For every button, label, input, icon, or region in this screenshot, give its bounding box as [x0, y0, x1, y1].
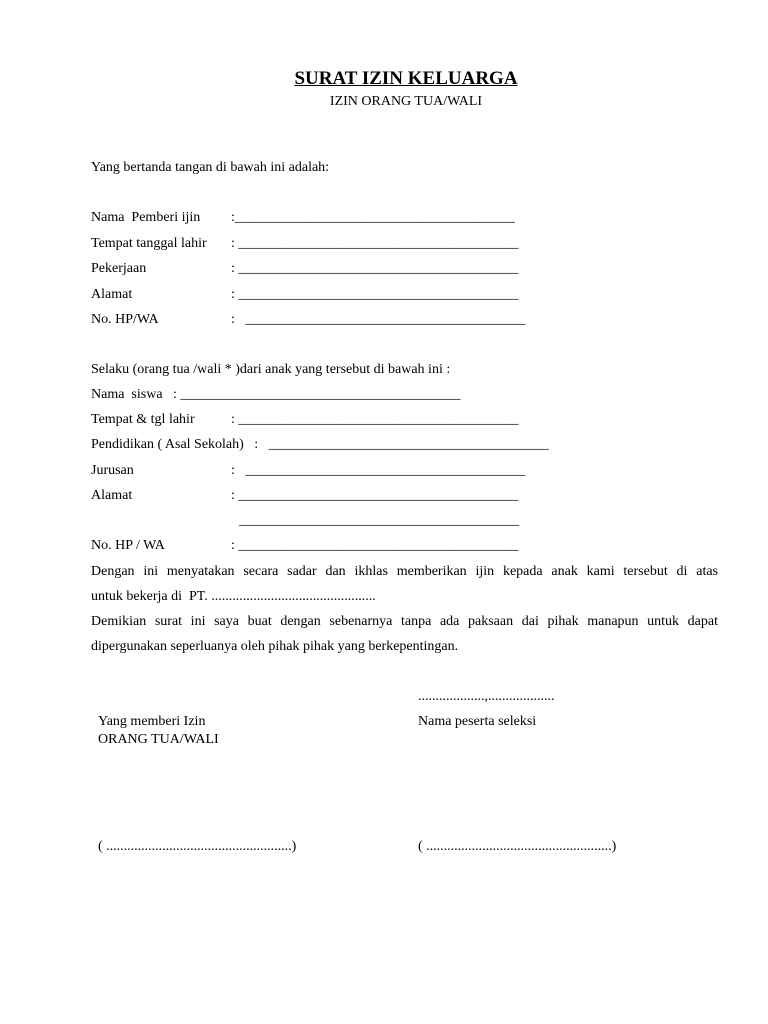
- field-value-nama-pemberi: :________________________________________: [231, 210, 515, 225]
- field-label-alamat-siswa: Alamat: [91, 488, 133, 503]
- field-value-tempat-tgl-lahir: : ________________________________________: [231, 412, 519, 427]
- field-value-hp-siswa: : ________________________________________: [231, 538, 519, 553]
- field-label-hp-siswa: No. HP / WA: [91, 538, 165, 553]
- signer-left-line2: ORANG TUA/WALI: [98, 732, 219, 747]
- signature-line-left: ( .....................................................): [98, 839, 297, 854]
- field-value-alamat-siswa-line2: ________________________________________: [239, 513, 519, 528]
- field-label-pekerjaan: Pekerjaan: [91, 261, 147, 276]
- statement-line-3: Demikian surat ini saya buat dengan sebenarnya tanpa ada paksaan dai pihak manapun untuk dapat: [91, 614, 718, 629]
- signature-line-right: ( .....................................................): [418, 839, 617, 854]
- field-nama-siswa: Nama siswa : ________________________________________: [91, 387, 461, 402]
- field-label-nama-pemberi: Nama Pemberi ijin: [91, 210, 201, 225]
- document-subtitle: IZIN ORANG TUA/WALI: [329, 94, 483, 109]
- intro-text: Yang bertanda tangan di bawah ini adalah:: [91, 160, 330, 175]
- field-label-tempat-tanggal-lahir: Tempat tanggal lahir: [91, 236, 207, 251]
- field-value-hp: : ________________________________________: [231, 312, 526, 327]
- field-label-alamat: Alamat: [91, 287, 133, 302]
- field-value-alamat-siswa: : ________________________________________: [231, 488, 519, 503]
- signer-left-line1: Yang memberi Izin: [98, 714, 206, 729]
- place-date: ...................,...................: [418, 689, 555, 704]
- statement-line-4: dipergunakan seperluanya oleh pihak pihak yang berkepentingan.: [91, 639, 459, 654]
- child-intro-text: Selaku (orang tua /wali * )dari anak yang tersebut di bawah ini :: [91, 362, 451, 377]
- field-value-jurusan: : ________________________________________: [231, 463, 526, 478]
- field-value-pekerjaan: : ________________________________________: [231, 261, 519, 276]
- field-value-alamat: : ________________________________________: [231, 287, 519, 302]
- statement-line-1: Dengan ini menyatakan secara sadar dan ikhlas memberikan ijin kepada anak kami tersebut di atas: [91, 564, 718, 579]
- field-value-tempat-tanggal-lahir: : ________________________________________: [231, 236, 519, 251]
- field-label-tempat-tgl-lahir: Tempat & tgl lahir: [91, 412, 195, 427]
- field-label-jurusan: Jurusan: [91, 463, 134, 478]
- signer-right-label: Nama peserta seleksi: [418, 714, 537, 729]
- document-title: SURAT IZIN KELUARGA: [294, 68, 518, 89]
- field-pendidikan: Pendidikan ( Asal Sekolah) : ________________________________________: [91, 437, 549, 452]
- field-label-hp: No. HP/WA: [91, 312, 159, 327]
- statement-line-2: untuk bekerja di PT. ...............................................: [91, 589, 376, 604]
